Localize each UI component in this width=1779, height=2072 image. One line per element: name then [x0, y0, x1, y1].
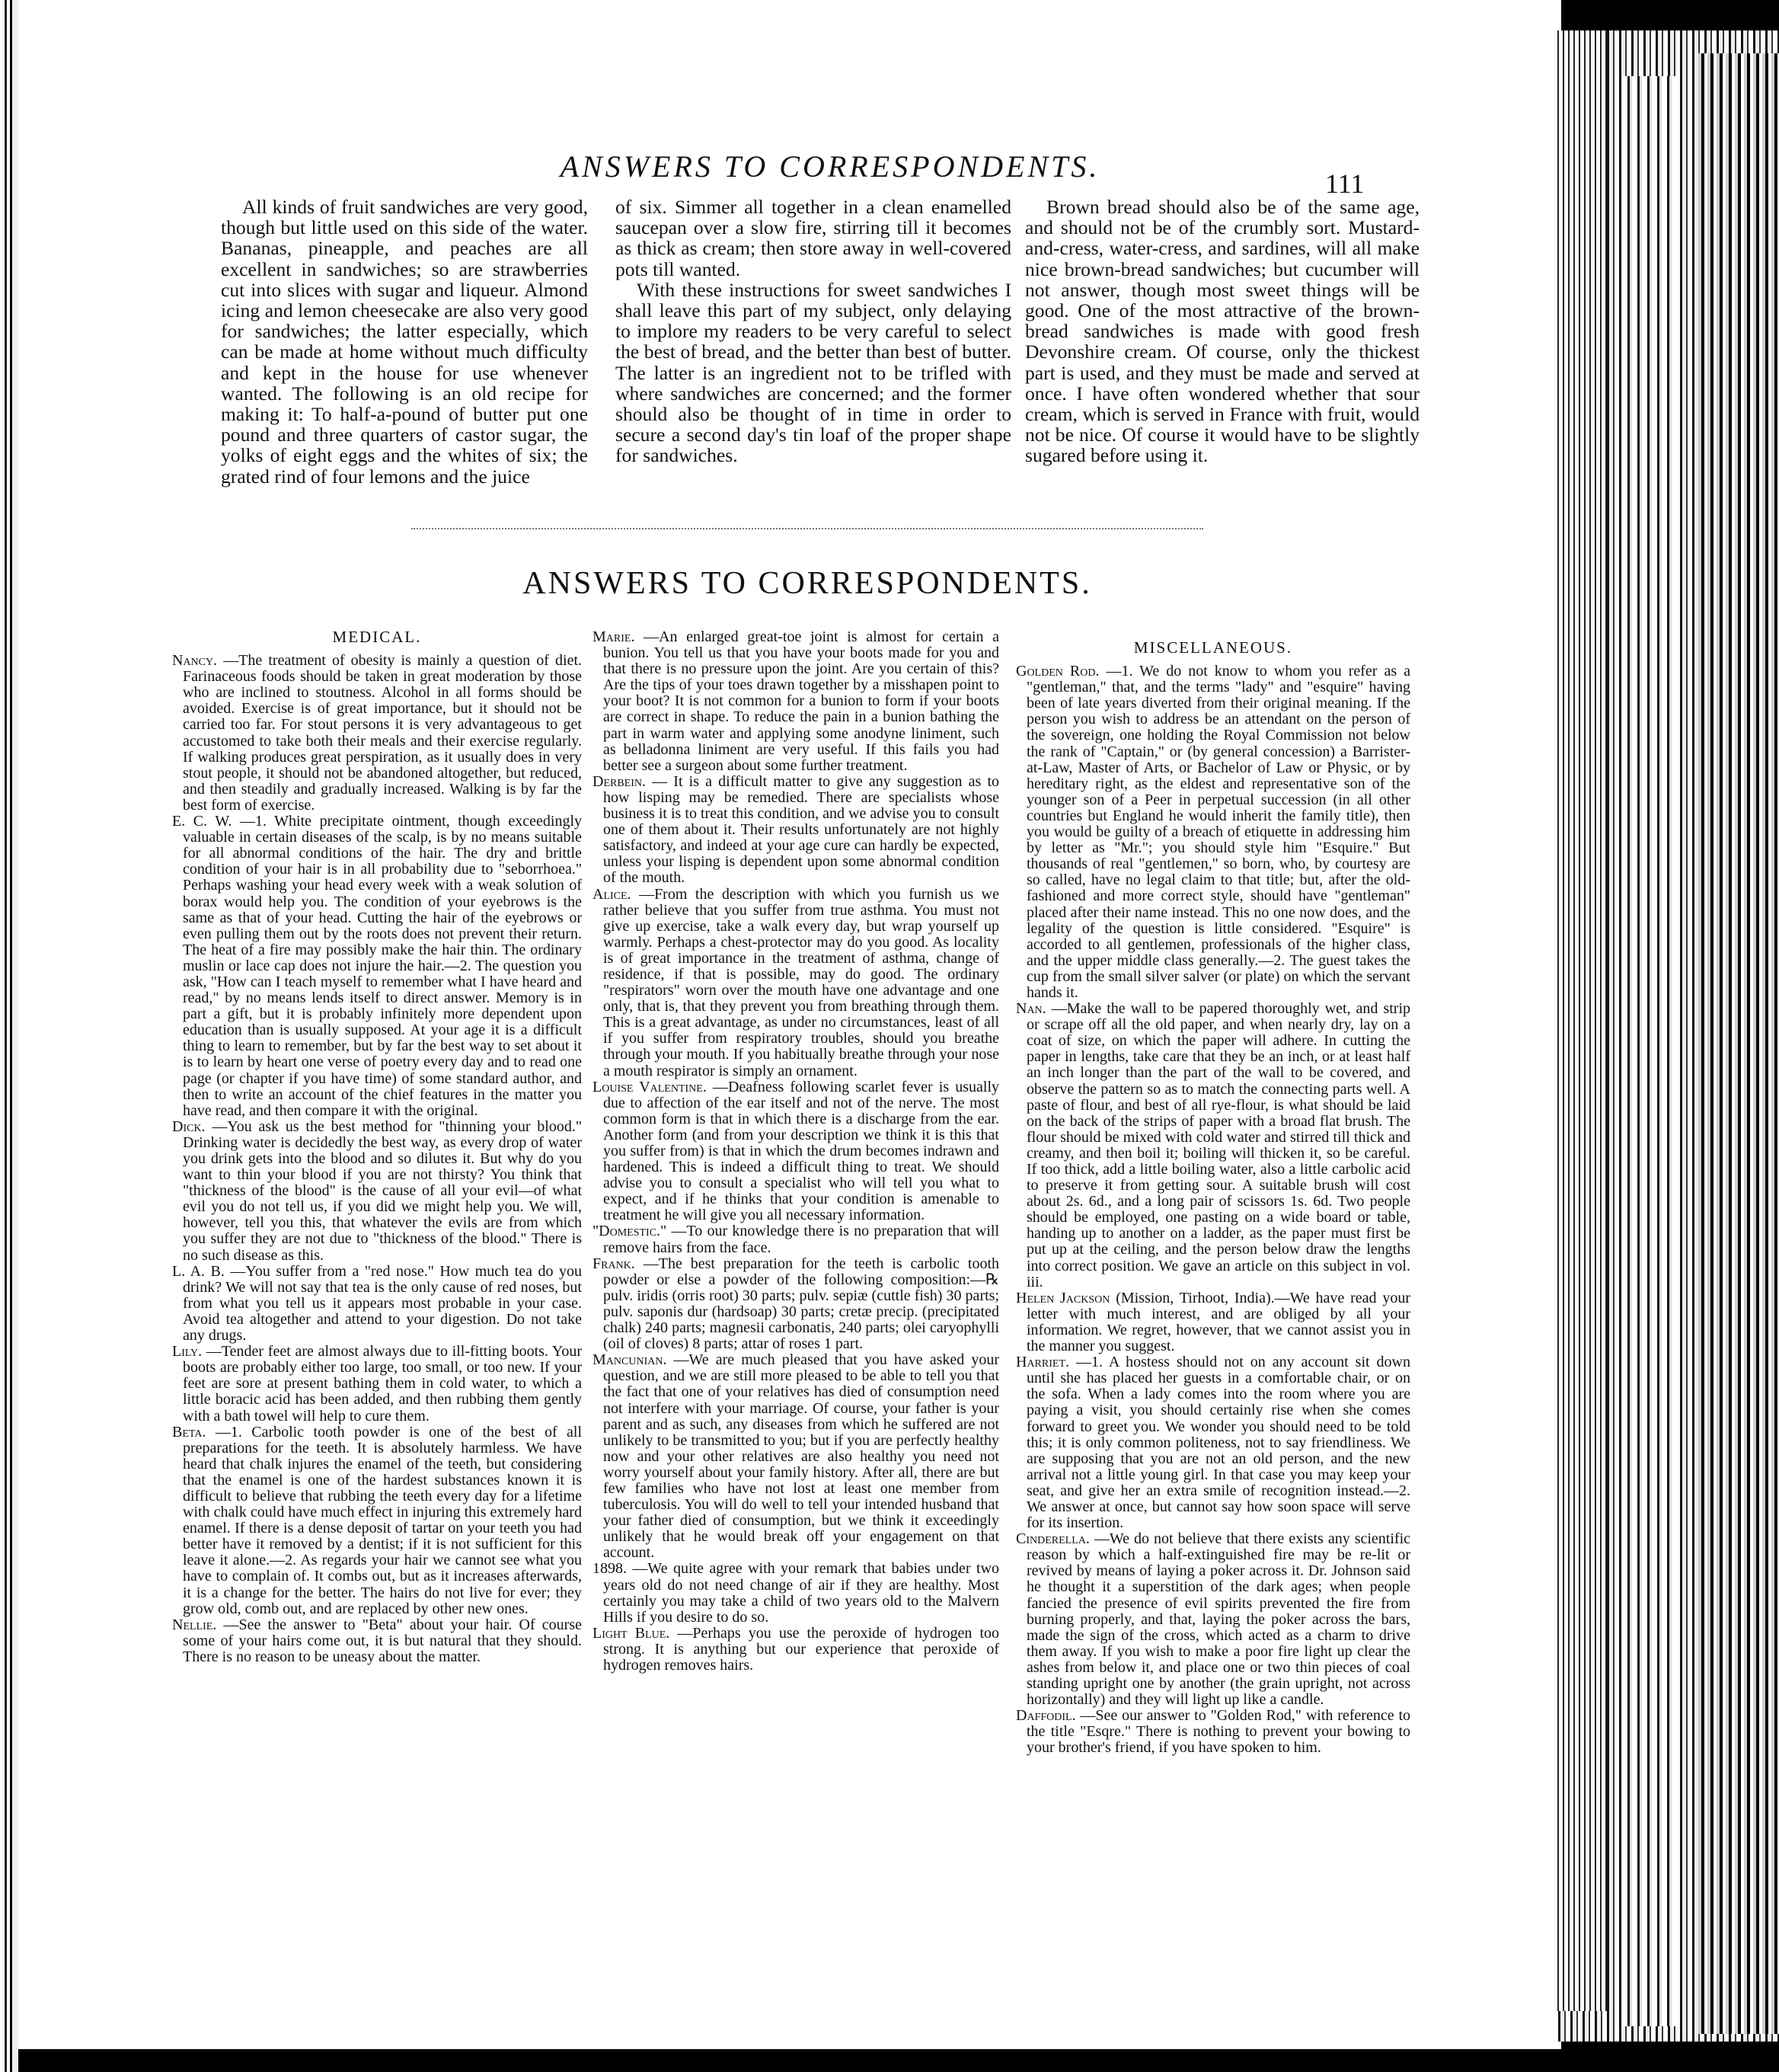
medical-heading: MEDICAL.: [332, 628, 422, 646]
answer-text: (Mission, Tirhoot, India).—We have read your letter with much interest, and are obliged by all your information. We regret, however, that we cannot assist you in the manner you suggest.: [1027, 1289, 1410, 1355]
correspondent-name: Helen Jackson: [1016, 1289, 1110, 1306]
answers-column-middle: [592, 629, 999, 1674]
correspondent-name: Nellie.: [172, 1616, 217, 1633]
correspondent-name: Lily.: [172, 1343, 203, 1361]
answer-entry: [592, 887, 999, 1079]
medical-answers-list: [172, 653, 582, 1665]
answer-text: —We are much pleased that you have asked your question, and we are still more pleased to be able to tell you that the fact that one of your relatives has died of consumption need not interfere with your marriage. Of course, your father is your parent and as such, any diseases from which he suffered are not unlikely to be transmitted to you; but if you are perfectly healthy now and your other relatives are also healthy you need not worry yourself about your family history. After all, there are but few families who have not lost at least one member from tuberculosis. You will do well to tell your intended husband that your father died of consumption, but we think it exceedingly unlikely that he would break off your engagement on that account.: [603, 1351, 999, 1562]
answer-text: —1. A hostess should not on any account sit down until she has placed her guests in a comfortable chair, or on the sofa. When a lady comes into the room where you are paying a visit, you should certainly rise when she comes forward to greet you. We wonder you should need to be told this; it is only common politeness, not to say friendliness. We are supposing that you are not an old person, and the new arrival not a little young girl. In that case you may keep your seat, and give her an extra smile of recognition instead.—2. We answer at once, but cannot say how soon space will serve for its insertion.: [1027, 1354, 1410, 1532]
correspondent-name: Daffodil.: [1016, 1707, 1076, 1725]
answer-entry: [1016, 1354, 1410, 1531]
miscellaneous-answers-list: [1016, 663, 1410, 1756]
correspondent-name: Light Blue.: [592, 1624, 670, 1642]
answer-entry: [172, 1424, 582, 1617]
answer-text: —To our knowledge there is no preparation that will remove hairs from the face.: [603, 1223, 1000, 1256]
answer-text: —We quite agree with your remark that babies under two years old do not need change of air if they are healthy. Most certainly you may take a child of two years old to the Malvern Hills if you desire to do so.: [603, 1560, 1000, 1626]
answer-text: —You suffer from a "red nose." How much tea do you drink? We will not say that tea is the only cause of red noses, but from what you tell us it appears most probable in your case. Avoid tea altogether and attend to your digestion. Do not take any drugs.: [183, 1262, 582, 1345]
correspondent-name: 1898.: [592, 1560, 627, 1578]
correspondent-name: Derbein.: [592, 772, 646, 790]
answers-column-medical: [172, 629, 582, 1665]
article-column-3: [1025, 197, 1420, 466]
answer-entry: [592, 774, 999, 887]
correspondent-name: Nan.: [1016, 1000, 1046, 1018]
article-paragraph: All kinds of fruit sandwiches are very good, though but little used on this side of the water. Bananas, pineapple, and peaches are all excellent in sandwiches; so are strawberries cut into slices with sugar and liqueur. Almond icing and lemon cheesecake are also very good for sandwiches; the latter especially, which can be made at home without much difficulty and kept in the house for use whenever wanted. The following is an old recipe for making it: To half-a-pound of butter put one pound and three quarters of castor sugar, the yolks of eight eggs and the whites of six; the grated rind of four lemons and the juice: [221, 196, 588, 488]
answer-entry: [592, 629, 999, 774]
answer-entry: [1016, 1001, 1410, 1290]
answer-entry: [172, 1119, 582, 1264]
page-edge-block: [1622, 76, 1675, 2026]
correspondent-name: Frank.: [592, 1255, 635, 1272]
correspondent-name: Harriet.: [1016, 1354, 1069, 1371]
correspondent-name: "Domestic.": [592, 1223, 667, 1240]
correspondent-name: Mancunian.: [592, 1351, 667, 1369]
section-divider: [411, 528, 1203, 529]
page-edges-stack: [1554, 30, 1779, 2042]
correspondent-name: L. A. B.: [172, 1262, 225, 1280]
article-paragraph: of six. Simmer all together in a clean enamelled saucepan over a slow fire, stirring till it becomes as thick as cream; then store away in well-covered pots till wanted.: [615, 196, 1011, 280]
answers-column-miscellaneous: [1016, 640, 1410, 1756]
answer-entry: [172, 1344, 582, 1424]
answer-entry: [592, 1256, 999, 1353]
section-title: ANSWERS TO CORRESPONDENTS.: [522, 566, 1092, 601]
answer-entry: [592, 1626, 999, 1674]
answer-text: —Tender feet are almost always due to ill-fitting boots. Your boots are probably either too large, too small, or too new. If your feet are sore at present bathing them in cold water, to which a little boracic acid has been added, and then rubbing them gently with a bath towel will help to cure them.: [183, 1343, 582, 1424]
answer-entry: [592, 1352, 999, 1561]
answer-text: —Perhaps you use the peroxide of hydrogen too strong. It is anything but our experience that peroxide of hydrogen removes hairs.: [603, 1624, 999, 1674]
answer-entry: [172, 1264, 582, 1344]
answer-entry: [172, 653, 582, 814]
answer-entry: [592, 1561, 999, 1625]
correspondent-name: Cinderella.: [1016, 1530, 1090, 1548]
answer-text: —Make the wall to be papered thoroughly wet, and strip or scrape off all the old paper, and when nearly dry, lay on a coat of size, on which the paper will adhere. In cutting the paper in lengths, take care that they be an inch, or at least half an inch longer than the part of the wall to be covered, and observe the pattern so as to match the connecting parts well. A paste of flour, and best of all rye-flour, is what should be laid on the back of the strips of paper with a broad flat brush. The flour should be mixed with cold water and stirred till thick and creamy, and then boil it; boiling will thicken it, so be careful. If too thick, add a little boiling water, also a little carbolic acid to preserve it from getting sour. A suitable brush will cost about 2s. 6d., and a long pair of scissors 1s. 6d. Two people should be employed, one pasting on a wide board or table, handing up to another on a ladder, as the paper must first be put up at the ceiling, and the person below draw the lengths into correct position. We gave an article on this subject in vol. iii.: [1027, 1000, 1410, 1290]
answer-text: —See our answer to "Golden Rod," with reference to the title "Esqre." There is nothing to prevent your bowing to your brother's friend, if you have spoken to him.: [1027, 1707, 1410, 1757]
page-edge-block: [1554, 30, 1607, 2011]
answer-text: —You ask us the best method for "thinning your blood." Drinking water is decidedly the best way, as every drop of water you drink gets into the blood and so dilutes it. But why do you want to thin your blood if you are not thirsty? You think that "thickness of the blood" is the cause of all your evil—of what evil you do not tell us, if you did we might help you. We will, however, tell you this, that whatever the evils are from which you suffer they are not due to "thickness of the blood." There is no such disease as this.: [183, 1118, 583, 1264]
miscellaneous-heading: MISCELLANEOUS.: [1133, 638, 1293, 657]
answer-entry: [1016, 1531, 1410, 1708]
answer-text: —An enlarged great-toe joint is almost for certain a bunion. You tell us that you have your boots made for you and that there is no pressure upon the joint. Are you certain of this? Are the tips of your toes drawn together by a misshapen point to your boot? It is not common for a bunion to form if your boots are correct in shape. To reduce the pain in a bunion bathing the part in warm water and applying some anodyne liniment, such as belladonna liniment are very useful. If this fails you had better see a surgeon about some further treatment.: [603, 628, 999, 774]
answer-text: — It is a difficult matter to give any suggestion as to how lisping may be remedied. There are specialists whose business it is to treat this condition, and we advise you to consult one of them about it. Their results unfortunately are not highly satisfactory, and indeed at your age cure can hardly be expected, unless your lisping is dependent upon some abnormal condition of the mouth.: [603, 772, 999, 887]
middle-answers-list: [592, 629, 999, 1674]
article-paragraph: Brown bread should also be of the same age, and should not be of the crumbly sort. Mustard-and-cress, water-cress, and sardines, will all make nice brown-bread sandwiches; but cucumber will not answer, though most sweet things will be good. One of the most attractive of the brown-bread sandwiches is made with good fresh Devonshire cream. Of course, only the thickest part is used, and they must be made and served at once. I have often wondered whether that sour cream, which is served in France with fruit, would not be nice. Of course it would have to be slightly sugared before using it.: [1025, 196, 1420, 467]
answer-text: —Deafness following scarlet fever is usually due to affection of the ear itself and not of the nerve. The most common form is that in which there is a discharge from the ear. Another form (and from your description we think it is this that you suffer from) is that in which the drum becomes indrawn and hardened. This is indeed a difficult thing to treat. We should advise you to consult a specialist who will tell you what to expect, and if he thinks that your condition is amenable to treatment he will give you all necessary information.: [603, 1078, 999, 1224]
answer-entry: [1016, 1708, 1410, 1756]
left-binding-edge: [0, 0, 18, 2072]
answer-entry: [592, 1223, 999, 1255]
answer-entry: [1016, 1290, 1410, 1354]
answer-text: —1. We do not know to whom you refer as a "gentleman," that, and the terms "lady" and "esquire" having been of late years diverted from their original meaning. If the person you wish to address be an attendant on the person of the sovereign, one holding the Royal Commission not below the rank of "Captain," or (by general concession) a Barrister-at-Law, Master of Arts, or Bachelor of Law or Physic, or by hereditary right, as the eldest and representative son of the younger son of a Peer in perpetual succession (in all other countries but England he would inherit the family title), then you would be guilty of a breach of etiquette in addressing him by letter as "Mr."; you should style him "Esquire." But thousands of real "gentlemen," so born, who, by courtesy are so called, have no legal claim to that title; but, after the old-fashioned and more correct style, should have "gentleman" placed after their name instead. This no one now does, and the legality of the question is little considered. "Esquire" is accorded to all gentlemen, professionals of the higher class, and the upper middle class generally.—2. The guest takes the cup from the small silver salver (or plate) on which the servant hands it.: [1027, 663, 1410, 1001]
correspondent-name: Nancy.: [172, 652, 218, 670]
answer-text: —From the description with which you furnish us we rather believe that you suffer from true asthma. You must not give up exercise, take a walk every day, but wrap yourself up warmly. Perhaps a chest-protector may do you good. As locality is of great importance in the treatment of asthma, change of residence, if that is possible, may do good. The ordinary "respirators" worn over the mouth have one advantage and one only, that is, that they prevent you from breathing through them. This is a great advantage, as under no circumstances, least of all if you suffer from respiratory troubles, should you breathe through your mouth. If you habitually breathe through your nose a mouth respirator is simply an ornament.: [603, 885, 999, 1079]
answer-text: —See the answer to "Beta" about your hair. Of course some of your hairs come out, it is but natural that they should. There is no reason to be uneasy about the matter.: [183, 1616, 583, 1665]
answer-entry: [592, 1079, 999, 1224]
correspondent-name: Beta.: [172, 1423, 206, 1440]
answer-text: —We do not believe that there exists any scientific reason by which a half-extinguished fire may be re-lit or revived by means of laying a poker across it. Dr. Johnson said he thought it a superstition of the dark ages; when people fancied the presence of evil spirits prevented the fire from burning properly, and that, laying the poker across the bars, made the sign of the cross, which acted as a charm to drive them away. If you wish to make a poor fire light up clear the ashes from below it, and place one or two thin pieces of coal standing upright one by another (the grain upright, not across horizontally) and they will light up like a candle.: [1027, 1530, 1410, 1709]
correspondent-name: E. C. W.: [172, 813, 232, 830]
answer-entry: [172, 814, 582, 1119]
correspondent-name: Golden Rod.: [1016, 663, 1100, 680]
article-paragraph: With these instructions for sweet sandwiches I shall leave this part of my subject, only delaying to implore my readers to be very careful to select the best of bread, and the better than best of butter. The latter is an ingredient not to be trifled with where sandwiches are concerned; and the former should also be thought of in time in order to secure a second day's tin loaf of the proper shape for sandwiches.: [615, 278, 1011, 467]
article-column-2: [615, 197, 1011, 466]
correspondent-name: Marie.: [592, 628, 635, 645]
running-header: ANSWERS TO CORRESPONDENTS.: [560, 149, 1100, 184]
answer-entry: [1016, 663, 1410, 1001]
answer-text: —1. White precipitate ointment, though exceedingly valuable in certain diseases of the scalp, is by no means suitable for all abnormal conditions of the hair. The dry and brittle condition of your hair is in all probability due to "seborrhoea." Perhaps washing your head every week with a weak solution of borax would help you. The condition of your eyebrows is the same as that of your head. Cutting the hair of the eyebrows or even pulling them out by the roots does not prevent their return. The heat of a fire may possibly make the hair thin. The ordinary muslin or lace cap does not injure the hair.—2. The question you ask, "How can I teach myself to remember what I have heard and read," by no means lends itself to direct answer. Memory is in part a gift, but it is probably infinitely more dependent upon education than is usually supposed. At your age it is a difficult thing to learn to remember, but by far the best way to set about it is to learn by heart one verse of poetry every day and to read one page (or chapter if you have time) of some standard author, and then to write an account of the chief features in the matter you have read, and then compare it with the original.: [183, 813, 583, 1119]
answer-entry: [172, 1617, 582, 1665]
correspondent-name: Alice.: [592, 885, 631, 903]
answer-text: —The best preparation for the teeth is carbolic tooth powder or else a powder of the following composition:—℞ pulv. iridis (orris root) 30 parts; pulv. sepiæ (cuttle fish) 30 parts; pulv. saponis dur (hardsoap) 30 parts; cretæ precip. (precipitated chalk) 240 parts; magnesii carbonatis, 240 parts; olei caryophylli (oil of cloves) 8 parts; attar of roses 1 part.: [603, 1255, 1000, 1353]
answer-text: —1. Carbolic tooth powder is one of the best of all preparations for the teeth. It is absolutely harmless. We have heard that chalk injures the enamel of the teeth, but considering that the enamel is one of the hardest substances known it is difficult to believe that rubbing the teeth every day for a lifetime with chalk could have much effect in injuring this extremely hard enamel. If there is a dense deposit of tartar on your teeth you had better have it removed by a dentist; if it is not sufficient for this leave it alone.—2. As regards your hair we cannot see what you have to complain of. It combs out, but as it increases afterwards, it is a change for the better. The hairs do not live for ever; they grow old, comb out, and are replaced by other new ones.: [183, 1423, 583, 1617]
answer-text: —The treatment of obesity is mainly a question of diet. Farinaceous foods should be taken in great moderation by those who are inclined to stoutness. Alcohol in all forms should be avoided. Exercise is of great importance, but it should not be carried too far. For stout persons it is very advantageous to get accustomed to take both their meals and their exercise regularly. If walking produces great perspiration, as it usually does in very stout people, it should not be abandoned altogether, but reduced, and then steadily and gradually increased. Walking is by far the best form of exercise.: [183, 652, 583, 814]
correspondent-name: Louise Valentine.: [592, 1078, 707, 1095]
page-number: 111: [1325, 168, 1365, 199]
page-edge-block: [1698, 53, 1779, 2034]
article-column-1: [221, 197, 588, 487]
correspondent-name: Dick.: [172, 1118, 206, 1135]
